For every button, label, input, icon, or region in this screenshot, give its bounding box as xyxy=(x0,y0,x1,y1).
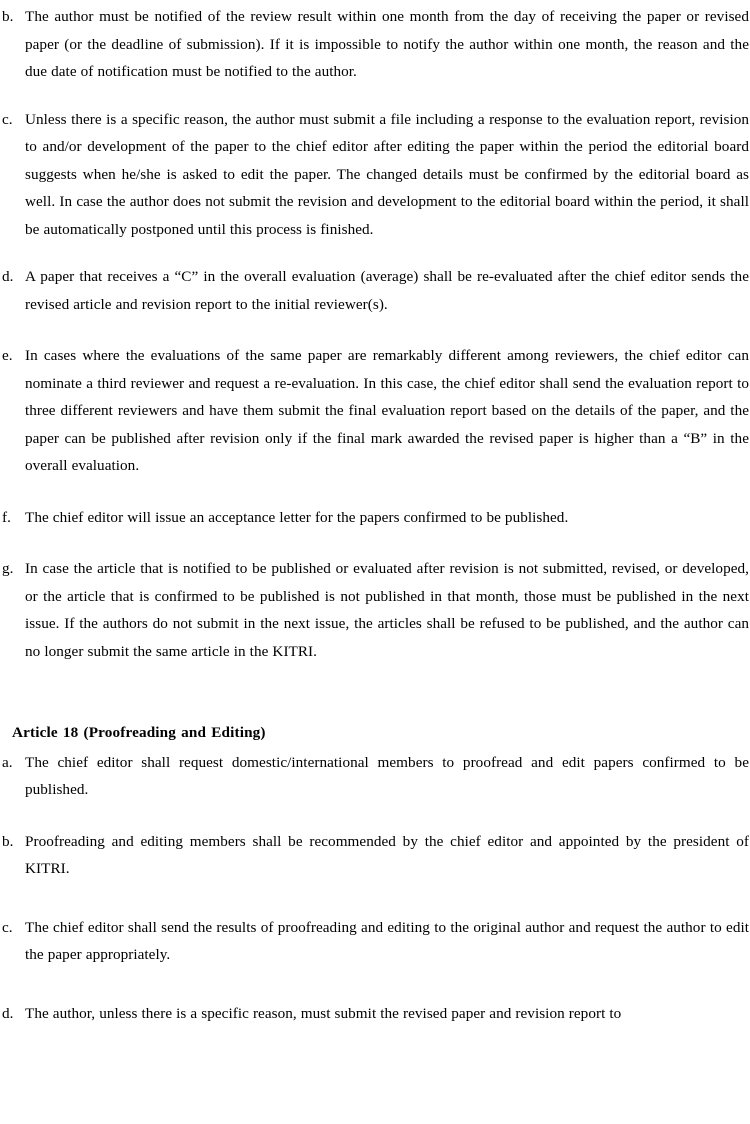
list-marker: c. xyxy=(2,110,13,128)
list-item-text: The chief editor shall request domestic/international members to proofread and edit papers confirmed to be published. xyxy=(25,753,749,798)
section-spacer xyxy=(0,665,750,719)
list-item xyxy=(0,914,750,969)
list-item xyxy=(0,828,750,883)
list-item xyxy=(0,342,750,480)
list-marker: b. xyxy=(2,8,14,25)
list-item-text: The chief editor shall send the results of proofreading and editing to the original author and request the author to edit the paper appropriately. xyxy=(25,918,749,963)
article-17-continued-section xyxy=(0,3,750,665)
list-marker: d. xyxy=(2,1004,14,1022)
list-item xyxy=(0,1000,750,1028)
list-item-text: The author must be notified of the review result within one month from the day of receiving the paper or revised paper (or the deadline of submission). If it is impossible to notify the author within one month, the reason and the due date of notification must be notified to the author. xyxy=(25,8,749,80)
list-marker: c. xyxy=(2,918,13,936)
list-item-text: In cases where the evaluations of the same paper are remarkably different among reviewers, the chief editor can nominate a third reviewer and request a re-evaluation. In this case, the chief editor shall send the evaluation report to three different reviewers and have them submit the final evaluation report based on the details of the paper, and the paper can be published after revision only if the final mark awarded the revised paper is higher than a “B” in the overall evaluation. xyxy=(25,347,749,474)
list-item xyxy=(0,106,750,244)
list-item-text: In case the article that is notified to be published or evaluated after revision is not submitted, revised, or developed, or the article that is confirmed to be published is not published in that month, those must be published in the next issue. If the authors do not submit in the next issue, the articles shall be refused to be published, and the author can no longer submit the same article in the KITRI. xyxy=(25,560,749,660)
list-marker: g. xyxy=(2,560,14,577)
list-marker: e. xyxy=(2,347,13,364)
list-item-text: The author, unless there is a specific reason, must submit the revised paper and revision report to xyxy=(25,1004,622,1022)
list-marker: d. xyxy=(2,268,14,285)
list-item-text: Unless there is a specific reason, the author must submit a file including a response to the evaluation report, revision to and/or development of the paper to the chief editor after editing the paper within the period the editorial board suggests when he/she is asked to edit the paper. The changed details must be confirmed by the editorial board as well. In case the author does not submit the revision and development to the editorial board within the period, it shall be automatically postponed until this process is finished. xyxy=(25,110,749,238)
document-page xyxy=(0,3,750,1124)
section-heading: Article 18 (Proofreading and Editing) xyxy=(12,724,266,741)
list-item-text: A paper that receives a “C” in the overall evaluation (average) shall be re-evaluated after the chief editor sends the revised article and revision report to the initial reviewer(s). xyxy=(25,268,749,313)
list-item xyxy=(0,749,750,804)
list-item xyxy=(0,3,750,86)
list-item-text: Proofreading and editing members shall be recommended by the chief editor and appointed by the president of KITRI. xyxy=(25,832,749,877)
list-item xyxy=(0,555,750,665)
list-item xyxy=(0,504,750,532)
list-marker: a. xyxy=(2,753,13,771)
list-marker: b. xyxy=(2,832,14,850)
article-18-section xyxy=(0,719,750,1027)
list-item-text: The chief editor will issue an acceptance letter for the papers confirmed to be published. xyxy=(25,508,569,526)
list-item xyxy=(0,263,750,318)
list-marker: f. xyxy=(2,508,11,526)
